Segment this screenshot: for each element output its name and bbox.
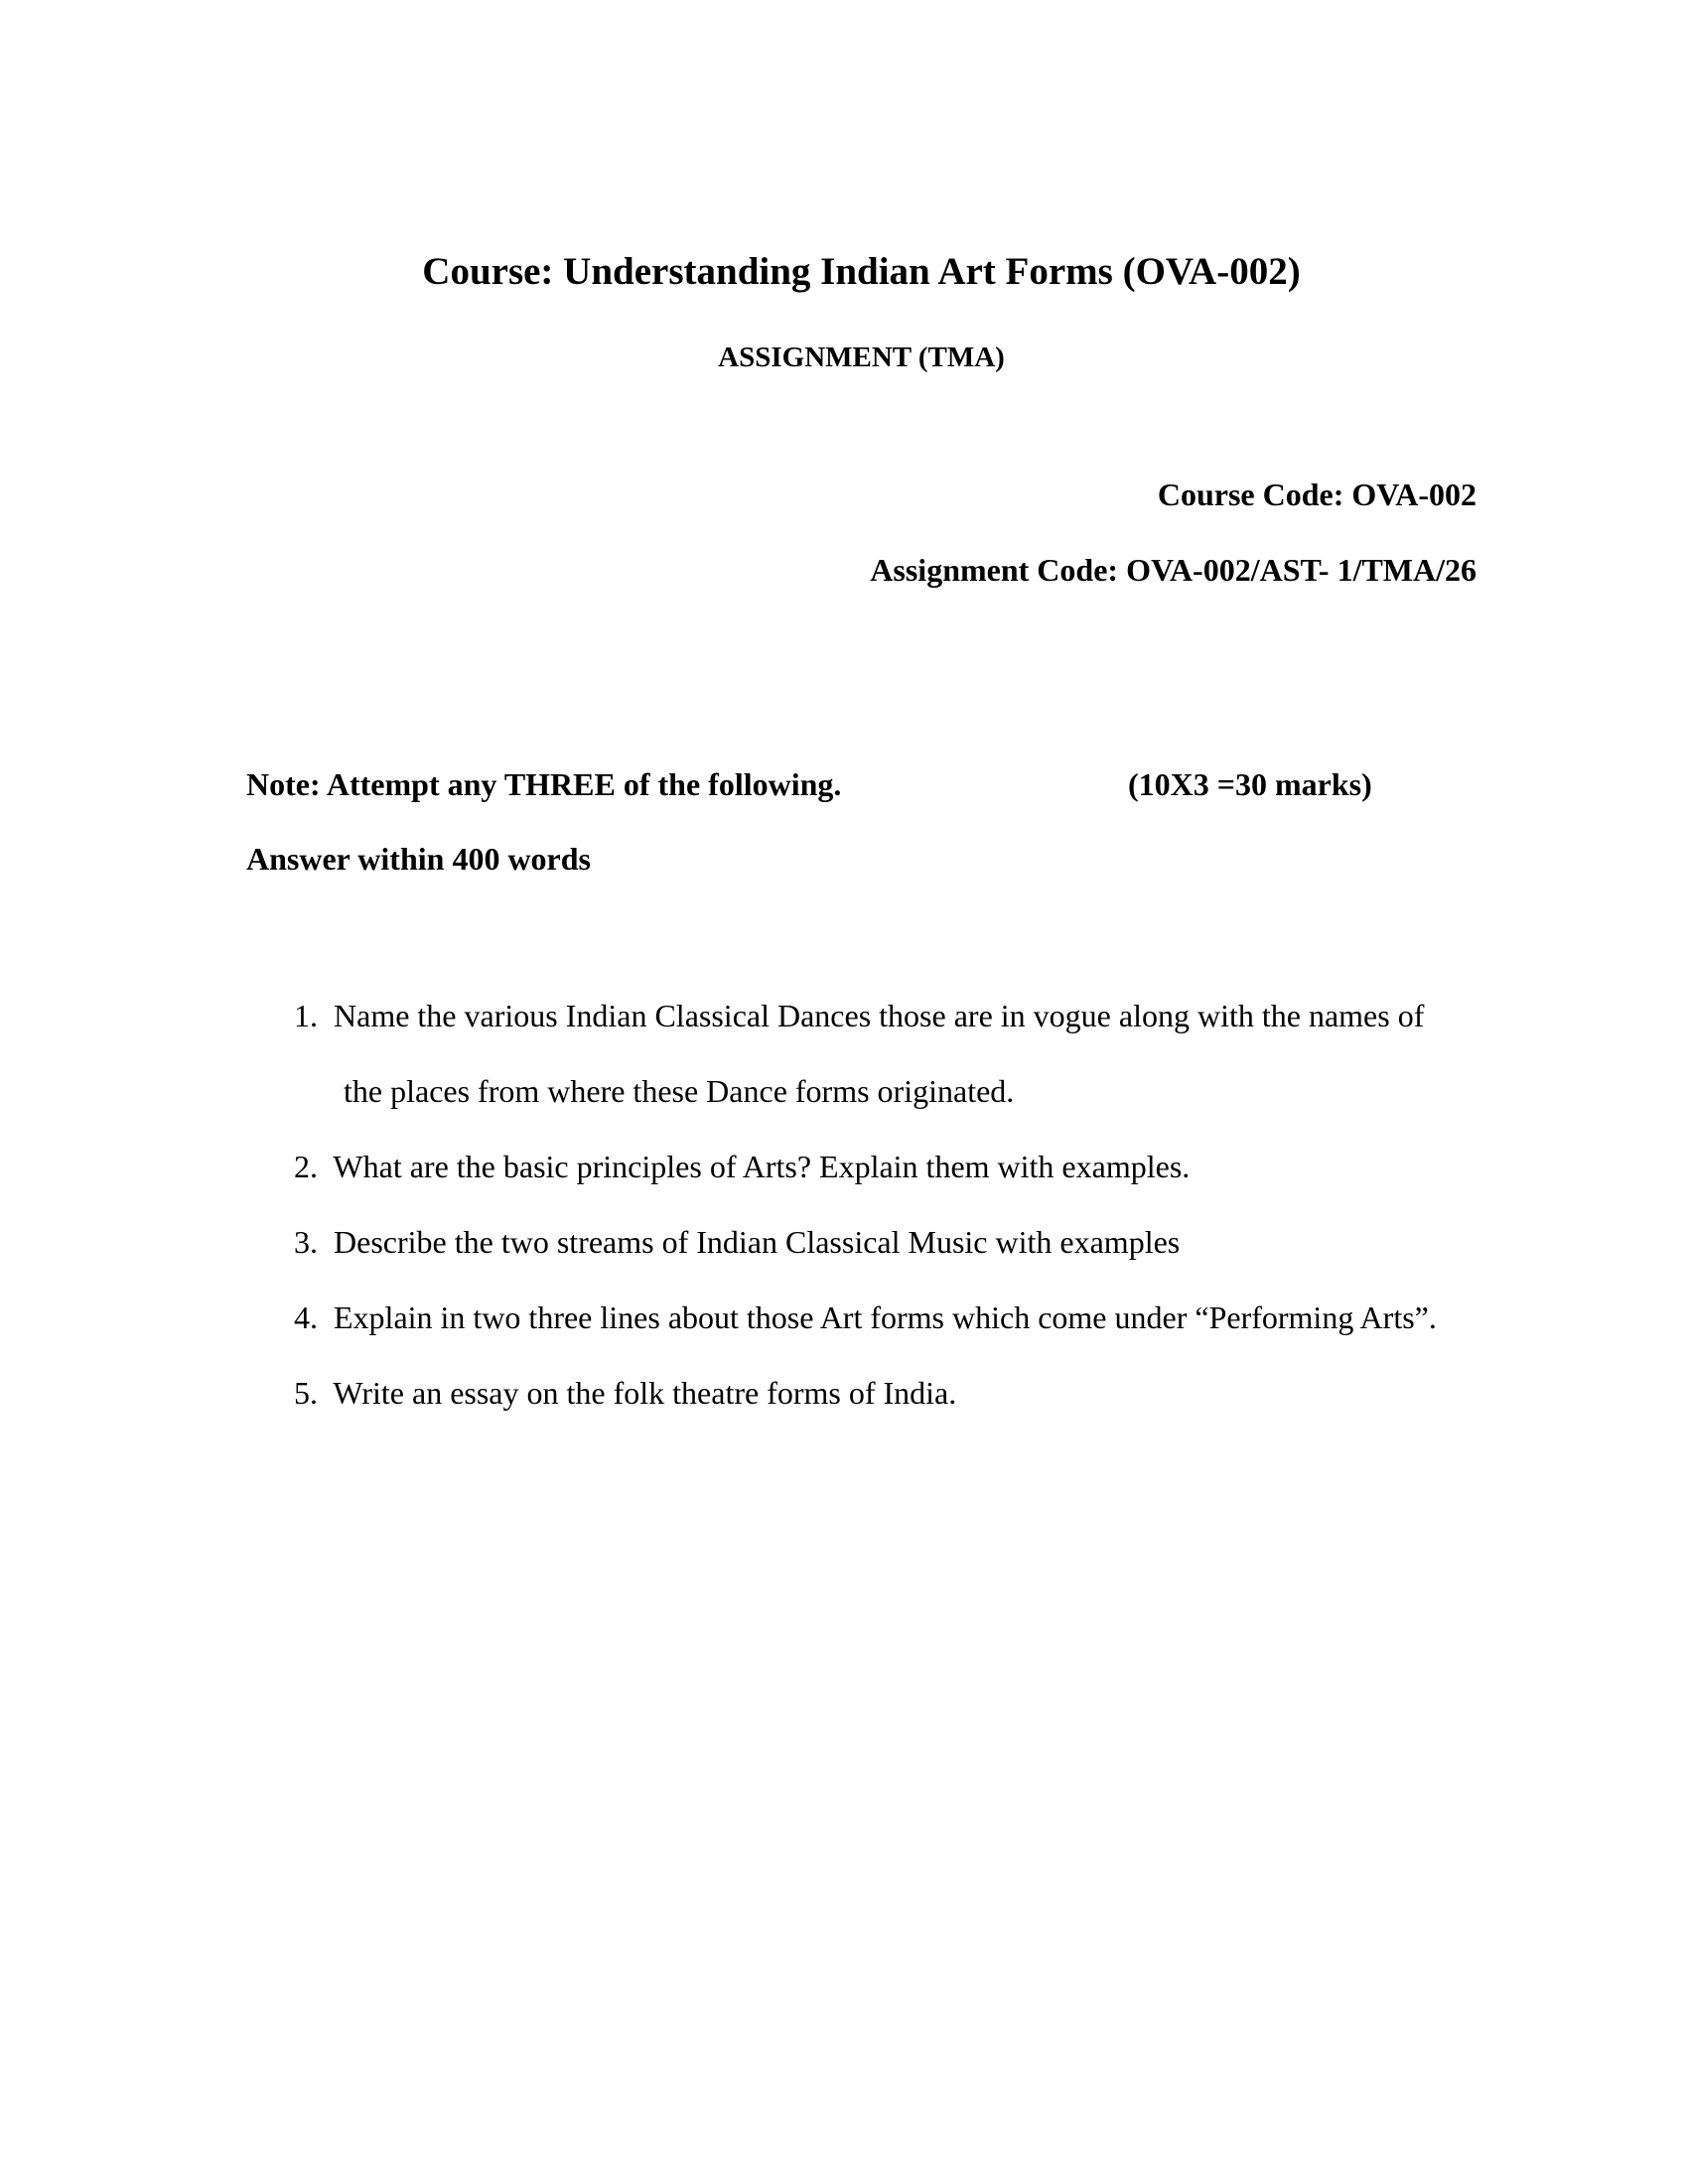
question-item	[294, 1204, 1485, 1280]
course-title: Course: Understanding Indian Art Forms (OVA-002)	[422, 250, 1301, 293]
question-number: 4.	[294, 1299, 326, 1335]
question-item	[294, 1129, 1485, 1204]
assignment-code: Assignment Code: OVA-002/AST- 1/TMA/26	[870, 552, 1477, 588]
question-text: Write an essay on the folk theatre forms of India.	[333, 1375, 957, 1411]
question-number: 1.	[294, 998, 326, 1033]
question-text: Explain in two three lines about those Art forms which come under “Performing Arts”.	[334, 1299, 1437, 1335]
instruction-note: Note: Attempt any THREE of the following.	[246, 766, 842, 802]
assignment-heading: ASSIGNMENT (TMA)	[718, 341, 1005, 373]
question-text: Describe the two streams of Indian Classical Music with examples	[334, 1224, 1181, 1260]
marks-allocation: (10X3 =30 marks)	[1128, 766, 1372, 802]
question-text: What are the basic principles of Arts? Explain them with examples.	[333, 1149, 1191, 1184]
course-code: Course Code: OVA-002	[1157, 477, 1477, 512]
question-item	[294, 978, 1485, 1053]
question-text: Name the various Indian Classical Dances those are in vogue along with the names of	[334, 998, 1425, 1033]
question-item	[294, 1355, 1485, 1431]
question-list	[294, 978, 1485, 1431]
word-limit-note: Answer within 400 words	[246, 841, 591, 877]
question-item	[294, 1280, 1485, 1355]
question-continuation: the places from where these Dance forms originated.	[344, 1073, 1015, 1109]
question-number: 5.	[294, 1375, 326, 1411]
question-number: 2.	[294, 1149, 326, 1184]
question-number: 3.	[294, 1224, 326, 1260]
